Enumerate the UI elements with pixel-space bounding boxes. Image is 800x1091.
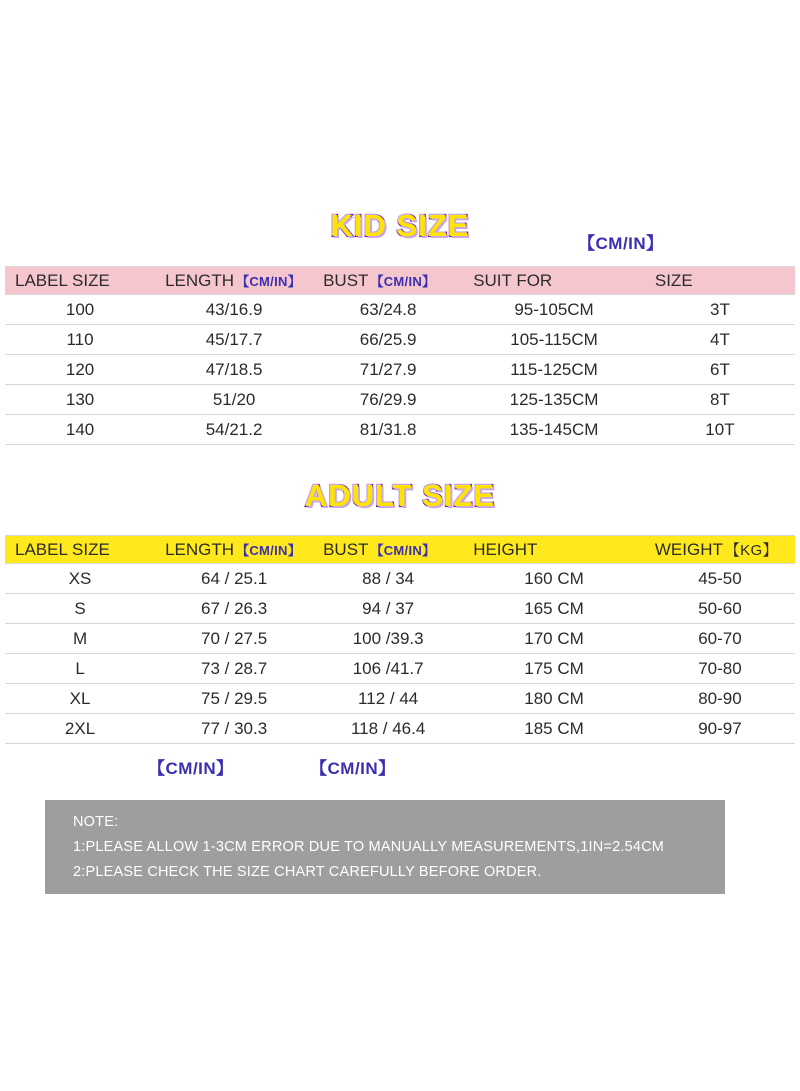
cell: 75 / 29.5 — [155, 684, 313, 714]
adult-table-body — [5, 564, 795, 744]
table-header-row — [5, 267, 795, 295]
cell: M — [5, 624, 155, 654]
cell: 100 — [5, 295, 155, 325]
table-row — [5, 624, 795, 654]
cell: 125-135CM — [463, 385, 645, 415]
adult-col-bust-text: BUST — [323, 539, 369, 559]
cell: 70 / 27.5 — [155, 624, 313, 654]
cell: 130 — [5, 385, 155, 415]
cell: 45/17.7 — [155, 325, 313, 355]
kid-col-length-text: LENGTH — [165, 270, 235, 290]
kid-col-suit-for-text: SUIT FOR — [473, 270, 553, 290]
kid-size-title: KID SIZE — [330, 208, 470, 243]
kid-table-header — [5, 267, 795, 295]
note-box — [45, 800, 725, 894]
cell: 51/20 — [155, 385, 313, 415]
cell: 180 CM — [463, 684, 645, 714]
adult-col-height-text: HEIGHT — [473, 539, 538, 559]
table-row — [5, 355, 795, 385]
adult-col-weight-unit: 【KG】 — [724, 542, 778, 559]
cell: 70-80 — [645, 654, 795, 684]
cell: 71/27.9 — [313, 355, 463, 385]
table-row — [5, 564, 795, 594]
cell: 10T — [645, 415, 795, 445]
cell: 3T — [645, 295, 795, 325]
adult-col-length — [155, 536, 313, 564]
adult-col-height — [463, 536, 645, 564]
cell: 95-105CM — [463, 295, 645, 325]
table-row — [5, 295, 795, 325]
cell: 160 CM — [463, 564, 645, 594]
adult-bust-unit-footnote: 【CM/IN】 — [310, 759, 396, 778]
cell: XS — [5, 564, 155, 594]
cell: 73 / 28.7 — [155, 654, 313, 684]
table-header-row — [5, 536, 795, 564]
adult-col-label-size — [5, 536, 155, 564]
cell: 64 / 25.1 — [155, 564, 313, 594]
note-line-1: 1:PLEASE ALLOW 1-3CM ERROR DUE TO MANUALLY MEASUREMENTS,1IN=2.54CM — [73, 839, 665, 855]
cell: 106 /41.7 — [313, 654, 463, 684]
cell: S — [5, 594, 155, 624]
cell: 77 / 30.3 — [155, 714, 313, 744]
kid-size-table — [5, 266, 795, 445]
cell: 120 — [5, 355, 155, 385]
cell: 43/16.9 — [155, 295, 313, 325]
cell: 8T — [645, 385, 795, 415]
table-row — [5, 385, 795, 415]
adult-col-bust — [313, 536, 463, 564]
cell: 4T — [645, 325, 795, 355]
cell: 67 / 26.3 — [155, 594, 313, 624]
kid-col-length — [155, 267, 313, 295]
adult-size-title: ADULT SIZE — [304, 478, 496, 513]
adult-col-weight-text: WEIGHT — [654, 540, 723, 559]
note-heading: NOTE: — [73, 814, 119, 830]
adult-col-bust-unit: 【CM/IN】 — [370, 542, 436, 558]
cell: 60-70 — [645, 624, 795, 654]
cell: XL — [5, 684, 155, 714]
cell: 110 — [5, 325, 155, 355]
cell: 80-90 — [645, 684, 795, 714]
cell: 6T — [645, 355, 795, 385]
kid-col-size — [645, 267, 795, 295]
cell: 88 / 34 — [313, 564, 463, 594]
cell: L — [5, 654, 155, 684]
cell: 140 — [5, 415, 155, 445]
cell: 185 CM — [463, 714, 645, 744]
table-row — [5, 684, 795, 714]
note-line-2: 2:PLEASE CHECK THE SIZE CHART CAREFULLY BEFORE ORDER. — [73, 864, 542, 880]
adult-size-table — [5, 535, 795, 744]
cell: 112 / 44 — [313, 684, 463, 714]
cell: 94 / 37 — [313, 594, 463, 624]
table-row — [5, 714, 795, 744]
cell: 63/24.8 — [313, 295, 463, 325]
kid-col-label-size — [5, 267, 155, 295]
adult-col-length-unit: 【CM/IN】 — [236, 542, 301, 558]
cell: 118 / 46.4 — [313, 714, 463, 744]
kid-col-length-unit: 【CM/IN】 — [236, 273, 301, 289]
kid-unit-note: 【CM/IN】 — [578, 234, 664, 253]
adult-col-length-text: LENGTH — [165, 539, 235, 559]
cell: 47/18.5 — [155, 355, 313, 385]
cell: 2XL — [5, 714, 155, 744]
cell: 90-97 — [645, 714, 795, 744]
cell: 105-115CM — [463, 325, 645, 355]
cell: 165 CM — [463, 594, 645, 624]
kid-col-size-text: SIZE — [654, 270, 693, 290]
adult-table-header — [5, 536, 795, 564]
kid-col-label-size-text: LABEL SIZE — [15, 270, 110, 290]
cell: 175 CM — [463, 654, 645, 684]
table-row — [5, 325, 795, 355]
cell: 54/21.2 — [155, 415, 313, 445]
table-row — [5, 415, 795, 445]
kid-table-body — [5, 295, 795, 445]
kid-col-bust — [313, 267, 463, 295]
kid-col-suit-for — [463, 267, 645, 295]
kid-col-bust-text: BUST — [323, 270, 369, 290]
cell: 115-125CM — [463, 355, 645, 385]
cell: 66/25.9 — [313, 325, 463, 355]
cell: 45-50 — [645, 564, 795, 594]
cell: 170 CM — [463, 624, 645, 654]
cell: 50-60 — [645, 594, 795, 624]
adult-col-weight — [645, 536, 795, 564]
kid-col-bust-unit: 【CM/IN】 — [370, 273, 436, 289]
cell: 81/31.8 — [313, 415, 463, 445]
table-row — [5, 594, 795, 624]
cell: 76/29.9 — [313, 385, 463, 415]
cell: 135-145CM — [463, 415, 645, 445]
table-row — [5, 654, 795, 684]
adult-col-label-size-text: LABEL SIZE — [15, 539, 110, 559]
adult-length-unit-footnote: 【CM/IN】 — [148, 759, 234, 778]
cell: 100 /39.3 — [313, 624, 463, 654]
